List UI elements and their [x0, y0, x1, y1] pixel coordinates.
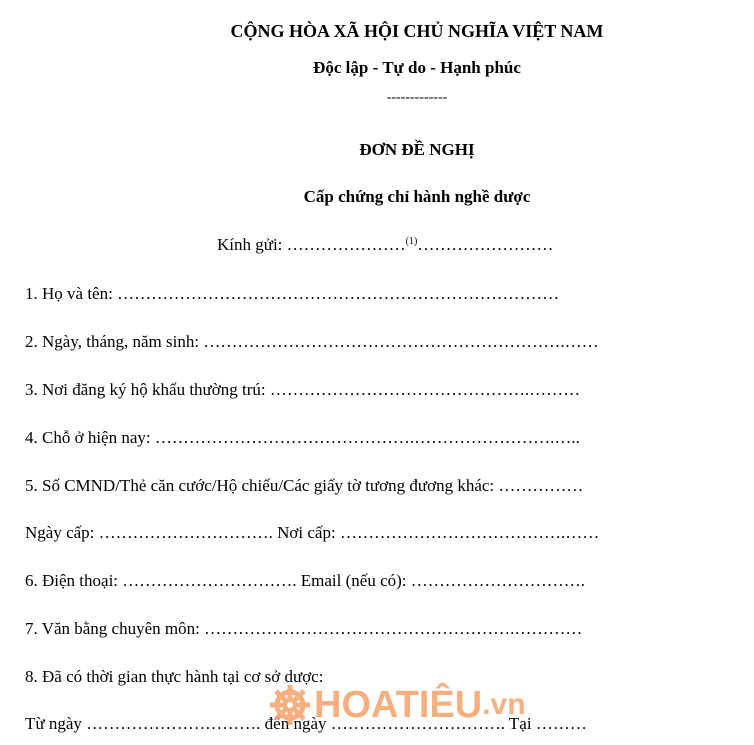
footnote-marker: (1) — [405, 236, 418, 247]
field-current-address: 4. Chỗ ở hiện nay: ……………………………………….…………………….….. — [25, 428, 580, 447]
field-issue-date-place: Ngày cấp: …………………………. Nơi cấp: ………………………………….…… — [25, 523, 600, 542]
recipient-label: Kính gửi: ………………… — [217, 235, 406, 254]
field-permanent-residence: 3. Nơi đăng ký hộ khẩu thường trú: ……………………………………….……… — [25, 380, 581, 399]
document-subtitle: Cấp chứng chỉ hành nghề dược — [303, 187, 531, 206]
document-title: ĐƠN ĐỀ NGHỊ — [359, 140, 475, 159]
watermark-suffix: .vn — [482, 688, 526, 721]
field-id-number: 5. Số CMND/Thẻ căn cước/Hộ chiếu/Các giấy tờ tương đương khác: …………… — [25, 476, 584, 495]
motto: Độc lập - Tự do - Hạnh phúc — [313, 58, 521, 77]
field-phone-email: 6. Điện thoại: …………………………. Email (nếu có): …………………………. — [25, 571, 585, 590]
recipient-line — [217, 235, 553, 255]
field-practice-dates: Từ ngày …………………………. đến ngày …………………………. Tại ……… — [25, 714, 587, 733]
header-separator: ------------- — [386, 90, 448, 105]
field-date-of-birth: 2. Ngày, tháng, năm sinh: ……………………………………………………….…… — [25, 332, 599, 351]
recipient-dots: …………………… — [417, 235, 554, 254]
field-practice-period: 8. Đã có thời gian thực hành tại cơ sở dược: — [25, 667, 324, 686]
field-full-name: 1. Họ và tên: …………………………………………………………………… — [25, 284, 560, 303]
country-heading: CỘNG HÒA XÃ HỘI CHỦ NGHĨA VIỆT NAM — [230, 21, 604, 41]
watermark — [268, 682, 526, 728]
watermark-brand: HOATIÊU — [314, 684, 483, 726]
field-qualification: 7. Văn bằng chuyên môn: ……………………………………………….………… — [25, 619, 583, 638]
ship-wheel-icon — [268, 683, 312, 727]
